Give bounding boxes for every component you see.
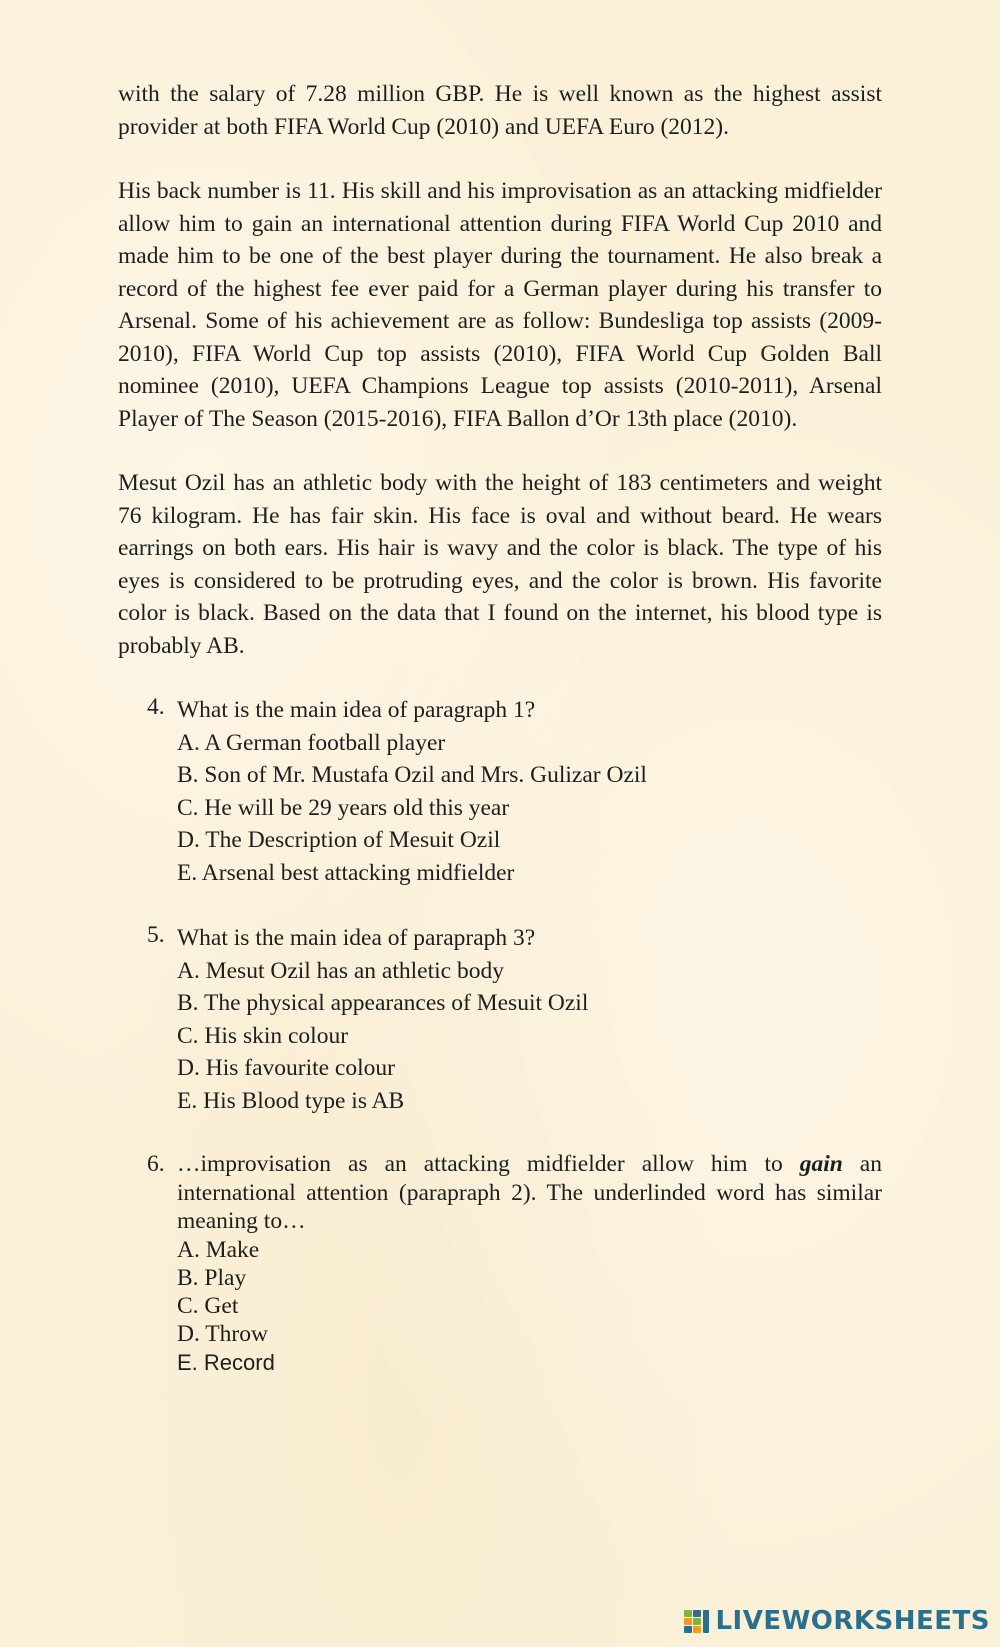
question-number: 6.: [147, 1151, 165, 1177]
answer-option-a[interactable]: A. A German football player: [177, 729, 446, 756]
liveworksheets-wordmark: LIVEWORKSHEETS: [715, 1606, 990, 1636]
answer-options: [177, 955, 882, 1118]
stem-keyword: gain: [799, 1151, 843, 1177]
answer-option-d[interactable]: D. Throw: [177, 1320, 268, 1347]
answer-options: [177, 727, 882, 890]
stem-text-after: an international attention (parapraph 2). The underlinded word has similar meaning to…: [177, 1151, 882, 1234]
answer-option-d[interactable]: D. The Description of Mesuit Ozil: [177, 827, 501, 853]
answer-option-e[interactable]: E. His Blood type is AB: [177, 1087, 405, 1114]
question-6: [118, 1150, 882, 1378]
answer-option-a[interactable]: A. Mesut Ozil has an athletic body: [177, 957, 504, 984]
answer-option-c[interactable]: C. He will be 29 years old this year: [177, 794, 510, 821]
paragraph-3: Mesut Ozil has an athletic body with the height of 183 centimeters and weight 76 kilogram. He has fair skin. His face is oval and without beard. He wears earrings on both ears. His hair is wavy and the color is black. The type of his eyes is considered to be protruding eyes, and the color is brown. His favorite color is black. Based on the data that I found on the internet, his blood type is probably AB.: [118, 470, 882, 659]
answer-options: [177, 1236, 882, 1378]
question-number: 4.: [147, 694, 165, 720]
question-4: [118, 694, 882, 889]
answer-option-b[interactable]: B. Son of Mr. Mustafa Ozil and Mrs. Gulizar Ozil: [177, 762, 647, 788]
answer-option-a[interactable]: A. Make: [177, 1236, 260, 1263]
answer-option-c[interactable]: C. His skin colour: [177, 1022, 349, 1049]
answer-option-b[interactable]: B. The physical appearances of Mesuit Ozil: [177, 990, 589, 1016]
question-number: 5.: [147, 922, 165, 948]
answer-option-b[interactable]: B. Play: [177, 1264, 247, 1291]
paragraph-1: with the salary of 7.28 million GBP. He is well known as the highest assist provider at both FIFA World Cup (2010) and UEFA Euro (2012).: [118, 81, 882, 140]
liveworksheets-branding: [683, 1603, 990, 1639]
question-stem: What is the main idea of paragraph 1?: [177, 697, 536, 723]
question-5: [118, 922, 882, 1117]
answer-option-c[interactable]: C. Get: [177, 1292, 239, 1319]
question-stem: [177, 1150, 882, 1236]
liveworksheets-logo-icon: [683, 1607, 711, 1635]
paragraph-2: His back number is 11. His skill and his improvisation as an attacking midfielder allow him to gain an international attention during FIFA World Cup 2010 and made him to be one of the best player during the tournament. He also break a record of the highest fee ever paid for a German player during his transfer to Arsenal. Some of his achievement are as follow: Bundesliga top assists (2009-2010), FIFA World Cup top assists (2010), FIFA World Cup Golden Ball nominee (2010), UEFA Champions League top assists (2010-2011), Arsenal Player of The Season (2015-2016), FIFA Ballon d’Or 13th place (2010).: [118, 178, 882, 432]
answer-option-d[interactable]: D. His favourite colour: [177, 1055, 395, 1081]
worksheet-content: [118, 78, 882, 1411]
question-stem: What is the main idea of parapraph 3?: [177, 925, 536, 951]
stem-text-before: …improvisation as an attacking midfielder allow him to: [177, 1151, 800, 1177]
answer-option-e[interactable]: E. Record: [177, 1349, 275, 1375]
answer-option-e[interactable]: E. Arsenal best attacking midfielder: [177, 859, 515, 886]
